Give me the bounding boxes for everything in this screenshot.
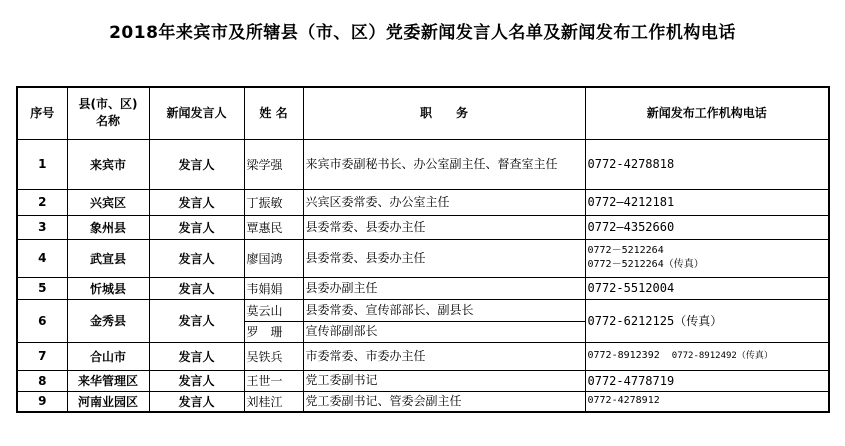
phone-cell bbox=[585, 139, 829, 189]
header-county-line2: 名称 bbox=[95, 114, 120, 129]
county-name: 河南业园区 bbox=[67, 391, 149, 412]
spokesperson-role: 发言人 bbox=[149, 215, 244, 239]
table-row bbox=[17, 342, 829, 370]
row-number: 1 bbox=[17, 139, 67, 189]
header-county-line1: 县(市、区) bbox=[78, 97, 138, 112]
header-phone: 新闻发布工作机构电话 bbox=[585, 87, 829, 139]
county-name: 忻城县 bbox=[67, 277, 149, 299]
header-position: 职 务 bbox=[303, 87, 585, 139]
spokesperson-role: 发言人 bbox=[149, 277, 244, 299]
phone-number: 0772-4278818 bbox=[587, 157, 675, 171]
table-row bbox=[17, 370, 829, 391]
row-number: 2 bbox=[17, 189, 67, 215]
header-spokesperson: 新闻发言人 bbox=[149, 87, 244, 139]
county-name: 来华管理区 bbox=[67, 370, 149, 391]
header-county bbox=[67, 87, 149, 139]
person-name: 覃惠民 bbox=[244, 215, 303, 239]
phone-number: 0772－5212264 bbox=[587, 245, 664, 256]
person-name: 丁振敏 bbox=[244, 189, 303, 215]
table-row bbox=[17, 277, 829, 299]
row-number: 5 bbox=[17, 277, 67, 299]
phone-number: 0772-5512004 bbox=[587, 281, 675, 295]
county-name: 合山市 bbox=[67, 342, 149, 370]
spokesperson-role: 发言人 bbox=[149, 370, 244, 391]
table-row bbox=[17, 189, 829, 215]
phone-number: 0772-4778719 bbox=[587, 373, 675, 388]
position-text: 宣传部副部长 bbox=[303, 321, 585, 342]
header-row bbox=[17, 87, 829, 139]
fax-number: 0772－5212264（传真） bbox=[587, 259, 704, 270]
county-name: 来宾市 bbox=[67, 139, 149, 189]
spokesperson-role: 发言人 bbox=[149, 299, 244, 342]
row-number: 7 bbox=[17, 342, 67, 370]
table-row bbox=[17, 139, 829, 189]
phone-cell bbox=[585, 299, 829, 342]
phone-cell bbox=[585, 215, 829, 239]
row-number: 8 bbox=[17, 370, 67, 391]
spokesperson-role: 发言人 bbox=[149, 239, 244, 277]
fax-number: 0772-6212125（传真） bbox=[587, 313, 723, 328]
person-name: 王世一 bbox=[244, 370, 303, 391]
header-no: 序号 bbox=[17, 87, 67, 139]
position-text: 来宾市委副秘书长、办公室副主任、督查室主任 bbox=[303, 139, 585, 189]
person-name: 莫云山 bbox=[244, 299, 303, 321]
position-text: 党工委副书记 bbox=[303, 370, 585, 391]
phone-cell bbox=[585, 239, 829, 277]
county-name: 武宣县 bbox=[67, 239, 149, 277]
document-title: 2018年来宾市及所辖县（市、区）党委新闻发言人名单及新闻发布工作机构电话 bbox=[109, 23, 736, 43]
phone-number: 0772-8912392 bbox=[587, 350, 660, 361]
phone-cell bbox=[585, 391, 829, 412]
county-name: 象州县 bbox=[67, 215, 149, 239]
position-text: 县委办副主任 bbox=[303, 277, 585, 299]
spokesperson-role: 发言人 bbox=[149, 391, 244, 412]
position-text: 县委常委、县委办主任 bbox=[303, 239, 585, 277]
phone-cell bbox=[585, 277, 829, 299]
row-number: 6 bbox=[17, 299, 67, 342]
table-row bbox=[17, 239, 829, 277]
table-row bbox=[17, 215, 829, 239]
table-row bbox=[17, 391, 829, 412]
phone-cell bbox=[585, 189, 829, 215]
position-text: 兴宾区委常委、办公室主任 bbox=[303, 189, 585, 215]
phone-cell bbox=[585, 370, 829, 391]
person-name: 刘桂江 bbox=[244, 391, 303, 412]
person-name: 罗 珊 bbox=[244, 321, 303, 342]
phone-number: 0772-4278912 bbox=[587, 395, 660, 407]
county-name: 兴宾区 bbox=[67, 189, 149, 215]
position-text: 县委常委、县委办主任 bbox=[303, 215, 585, 239]
person-name: 廖国鸿 bbox=[244, 239, 303, 277]
header-name: 姓 名 bbox=[244, 87, 303, 139]
phone-number: 0772—4352660 bbox=[587, 220, 675, 234]
spokesperson-table bbox=[16, 86, 830, 413]
spokesperson-role: 发言人 bbox=[149, 342, 244, 370]
spokesperson-role: 发言人 bbox=[149, 139, 244, 189]
position-text: 县委常委、宣传部部长、副县长 bbox=[303, 299, 585, 321]
phone-cell bbox=[585, 342, 829, 370]
phone-number: 0772—4212181 bbox=[587, 195, 675, 209]
person-name: 吴铁兵 bbox=[244, 342, 303, 370]
row-number: 9 bbox=[17, 391, 67, 412]
table-row bbox=[17, 299, 829, 321]
spokesperson-role: 发言人 bbox=[149, 189, 244, 215]
row-number: 3 bbox=[17, 215, 67, 239]
fax-number: 0772-8912492（传真） bbox=[671, 351, 773, 361]
position-text: 党工委副书记、管委会副主任 bbox=[303, 391, 585, 412]
county-name: 金秀县 bbox=[67, 299, 149, 342]
position-text: 市委常委、市委办主任 bbox=[303, 342, 585, 370]
person-name: 韦娟娟 bbox=[244, 277, 303, 299]
row-number: 4 bbox=[17, 239, 67, 277]
person-name: 梁学强 bbox=[244, 139, 303, 189]
